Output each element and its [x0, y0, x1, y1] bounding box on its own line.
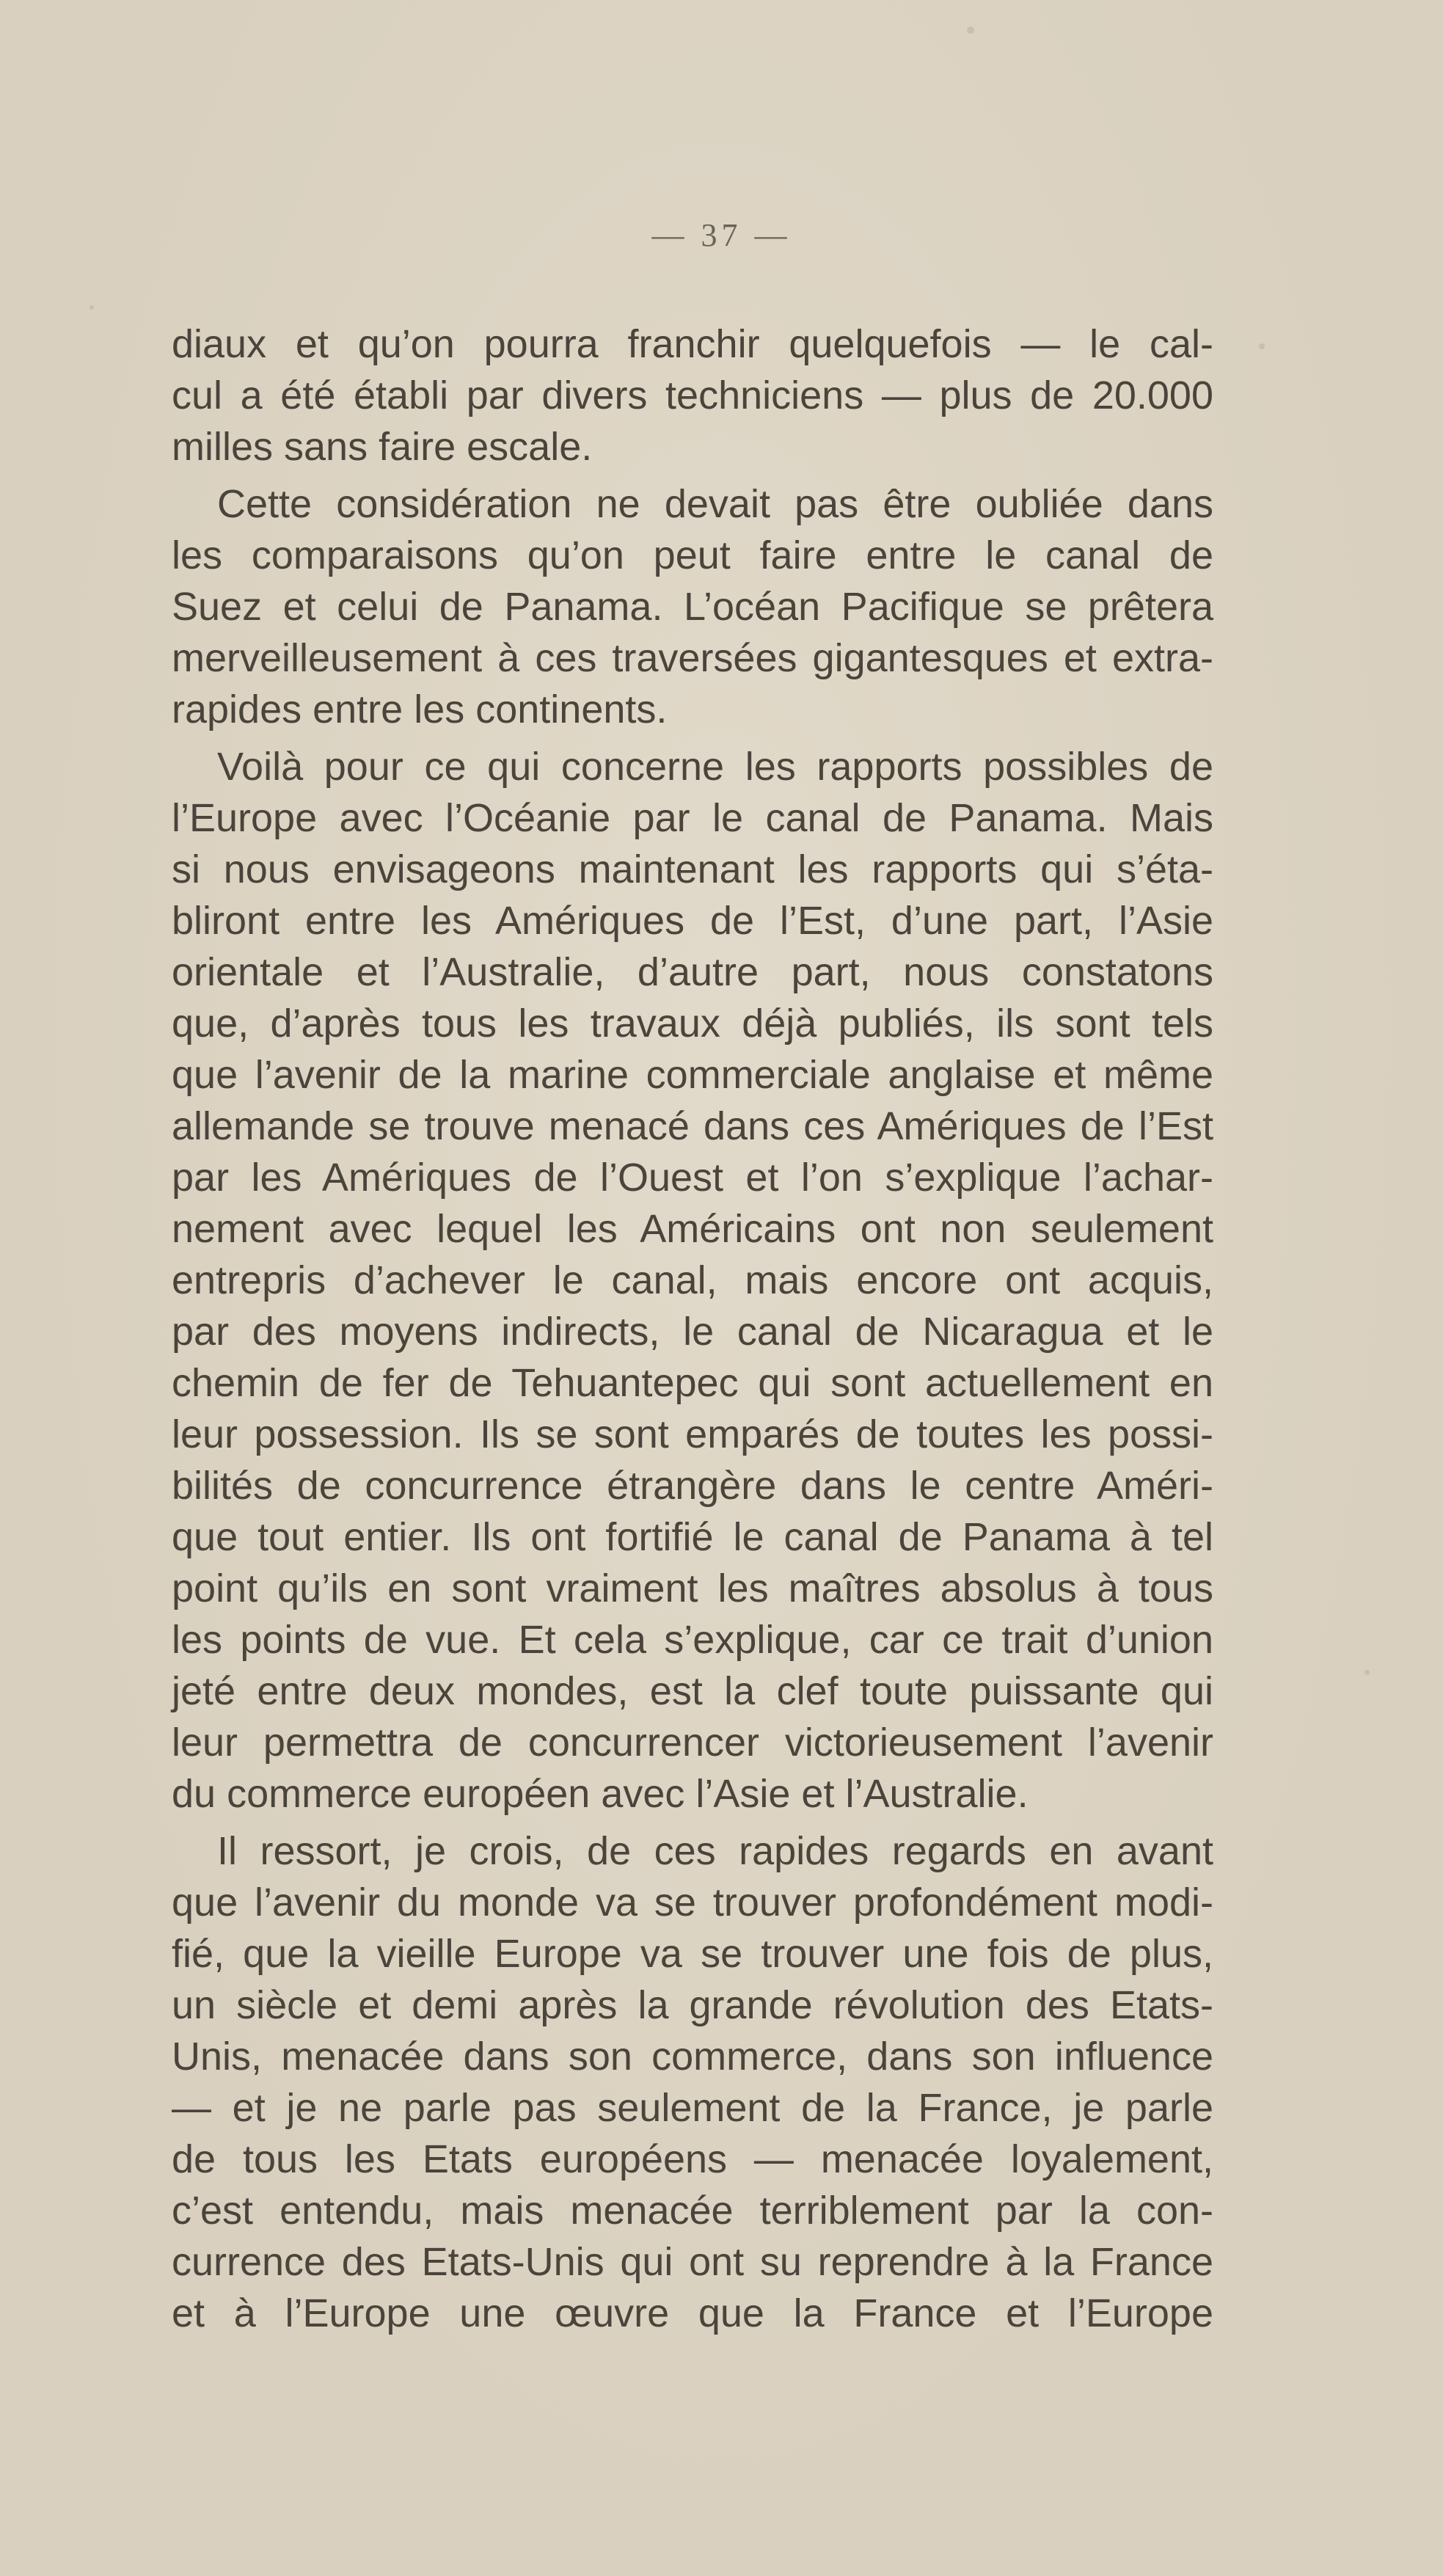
page-number: — 37 — [651, 217, 792, 253]
text-line: jeté entre deux mondes, est la clef toute puissante qui [172, 1669, 1213, 1713]
text-line: et à l’Europe une œuvre que la France et l’Europe [172, 2291, 1213, 2335]
paper-speck [89, 305, 94, 310]
text-line: les comparaisons qu’on peut faire entre le canal de [172, 533, 1213, 577]
text-line: du commerce européen avec l’Asie et l’Australie. [172, 1772, 1029, 1816]
text-line: chemin de fer de Tehuantepec qui sont actuellement en [172, 1361, 1213, 1405]
text-line: Il ressort, je crois, de ces rapides regards en avant [217, 1829, 1213, 1873]
text-line: milles sans faire escale. [172, 425, 593, 469]
text-line: Unis, menacée dans son commerce, dans son influence [172, 2035, 1213, 2079]
text-line: que, d’après tous les travaux déjà publiés, ils sont tels [172, 1001, 1213, 1046]
paragraph [172, 318, 1213, 472]
text-line: Cette considération ne devait pas être oubliée dans [217, 482, 1213, 526]
text-line: point qu’ils en sont vraiment les maîtres absolus à tous [172, 1566, 1213, 1610]
text-line: cul a été établi par divers techniciens — plus de 20.000 [172, 373, 1213, 417]
text-line: c’est entendu, mais menacée terriblement par la con- [172, 2189, 1213, 2233]
text-line: leur permettra de concurrencer victorieusement l’avenir [172, 1721, 1213, 1765]
text-line: par des moyens indirects, le canal de Nicaragua et le [172, 1310, 1213, 1354]
text-line: l’Europe avec l’Océanie par le canal de Panama. Mais [172, 796, 1213, 840]
text-line: nement avec lequel les Américains ont non seulement [172, 1207, 1213, 1251]
paragraph-gap [172, 472, 1213, 478]
text-line: rapides entre les continents. [172, 687, 668, 731]
text-line: entrepris d’achever le canal, mais encore ont acquis, [172, 1258, 1213, 1302]
text-line: Suez et celui de Panama. L’océan Pacifique se prêtera [172, 585, 1213, 629]
paper-speck [1259, 343, 1265, 349]
paragraph-gap [172, 1820, 1213, 1825]
text-line: que l’avenir de la marine commerciale anglaise et même [172, 1053, 1213, 1097]
paragraph [172, 1825, 1213, 2339]
text-line: de tous les Etats européens — menacée loyalement, [172, 2137, 1213, 2181]
text-line: si nous envisageons maintenant les rapports qui s’éta- [172, 847, 1213, 891]
paragraph [172, 741, 1213, 1820]
paragraph [172, 478, 1213, 735]
text-line: allemande se trouve menacé dans ces Amériques de l’Est [172, 1104, 1213, 1148]
text-line: que tout entier. Ils ont fortifié le canal de Panama à tel [172, 1515, 1213, 1559]
text-line: leur possession. Ils se sont emparés de toutes les possi- [172, 1412, 1213, 1456]
paper-speck [1365, 1670, 1370, 1675]
text-line: que l’avenir du monde va se trouver profondément modi- [172, 1880, 1213, 1924]
text-line: diaux et qu’on pourra franchir quelquefois — le cal- [172, 322, 1213, 366]
paragraph-gap [172, 735, 1213, 741]
text-line: un siècle et demi après la grande révolution des Etats- [172, 1983, 1213, 2027]
text-line: fié, que la vieille Europe va se trouver une fois de plus, [172, 1932, 1213, 1976]
paper-speck [967, 26, 974, 34]
text-line: orientale et l’Australie, d’autre part, nous constatons [172, 950, 1213, 994]
text-line: les points de vue. Et cela s’explique, car ce trait d’union [172, 1618, 1213, 1662]
text-line: currence des Etats-Unis qui ont su reprendre à la France [172, 2240, 1213, 2284]
text-line: bilités de concurrence étrangère dans le centre Améri- [172, 1464, 1213, 1508]
body-text [172, 318, 1213, 2339]
text-line: merveilleusement à ces traversées gigantesques et extra- [172, 636, 1213, 680]
text-line: bliront entre les Amériques de l’Est, d’une part, l’Asie [172, 899, 1213, 943]
text-line: — et je ne parle pas seulement de la France, je parle [172, 2086, 1213, 2130]
text-line: par les Amériques de l’Ouest et l’on s’explique l’achar- [172, 1156, 1213, 1200]
text-line: Voilà pour ce qui concerne les rapports possibles de [217, 745, 1213, 789]
